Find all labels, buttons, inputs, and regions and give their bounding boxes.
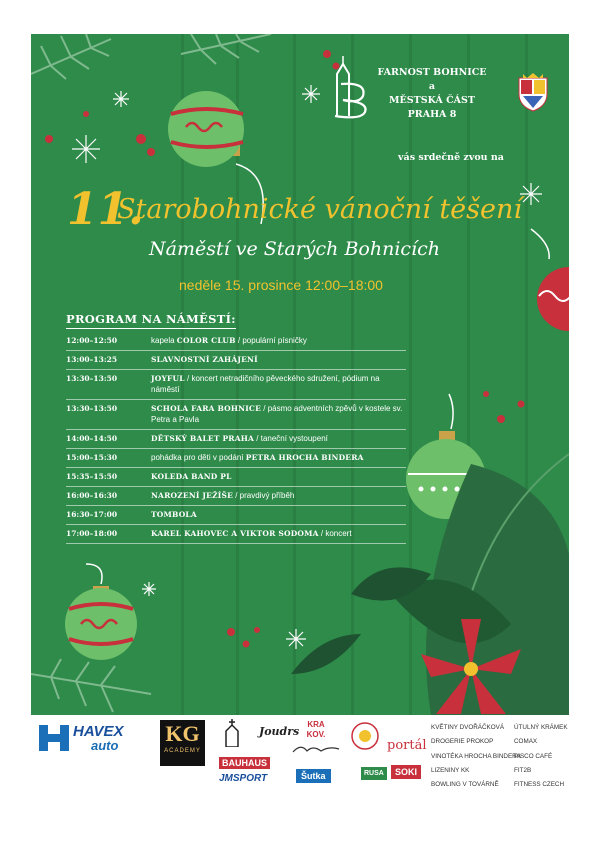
rusa-logo: RUSA [361,767,387,780]
krakov-logo: KRA KOV. [306,720,326,739]
program-row: 16:30–17:00 TOMBOLA [66,506,406,525]
program-row: 15:00–15:30 pohádka pro děti v podání PETRA HROCHA BINDERA [66,449,406,468]
jmsport-logo: JMSPORT [219,773,268,784]
holly-leaves [291,567,431,674]
sponsor-name: KVĚTINY DVOŘÁČKOVÁ [431,724,505,731]
sponsor-name: LIZENINY KK [431,766,470,774]
event-title: Starobohnické vánoční těšení [117,194,523,225]
program-row: 14:00–14:50 DĚTSKÝ BALET PRAHA / taneční vystoupení [66,430,406,449]
sponsor-name: ÚTULNÝ KRÁMEK [514,724,568,731]
edition-number: 11. [67,184,144,235]
sutka-logo: Šutka [296,769,331,783]
signature-logo [291,743,341,755]
soki-logo: SOKI [391,765,421,779]
program-heading: PROGRAM NA NÁMĚSTÍ: [66,312,236,326]
sponsor-name: COMAX [514,738,538,746]
church-logo [221,719,243,747]
havex-auto-logo [39,723,151,751]
program-row: 13:30–13:50 JOYFUL / koncert netradičního pěveckého sdružení, pódium na náměstí [66,370,406,400]
invitation-text: vás srdečně zvou na [398,152,504,163]
event-location: Náměstí ve Starých Bohnicích [149,238,440,260]
sponsor-list-right [514,721,568,792]
kg-academy-logo: KG ACADEMY [160,720,205,766]
program-row: 13:00–13:25 SLAVNOSTNÍ ZAHÁJENÍ [66,351,406,370]
program-row: 12:00–12:50 kapela COLOR CLUB / populární písničky [66,332,406,351]
bauhaus-logo: BAUHAUS [219,757,270,769]
round-seal-logo [350,721,380,751]
fir-branch-bottom [31,659,151,712]
sponsor-name: FIT2B [514,766,532,774]
praha8-coat-of-arms [517,72,549,112]
program-row: 15:35–15:50 KOLEDA BAND PL [66,468,406,487]
joudrs-logo: Joudrs [259,725,300,738]
sponsor-name: PISCO CAFÉ [514,752,553,760]
bohnice-monogram-logo [323,54,371,124]
havex-sub: auto [91,738,119,753]
ornament-right [531,229,569,331]
havex-name: HAVEX [73,723,124,740]
sponsor-name: DROGERIE PROKOP [431,738,494,746]
sponsor-name: FITNESS CZECH [514,781,565,789]
event-date: neděle 15. prosince 12:00–18:00 [179,277,383,293]
organizer-parish: FARNOST BOHNICE [377,67,487,78]
sponsor-name: BOWLING V TOVÁRNĚ [431,781,499,789]
fir-branch-top-left [31,34,111,79]
program-table [66,332,406,544]
portal-logo: portál [387,738,427,753]
program-row: 13:30–13:50 SCHOLA FARA BOHNICE / pásmo adventních zpěvů v kostele sv. Petra a Pavla [66,400,406,430]
organizer-district-number: PRAHA 8 [407,109,457,120]
program-row: 16:00–16:30 NAROZENÍ JEŽÍŠE / pravdivý příběh [66,487,406,506]
sponsors-strip [31,715,569,795]
sponsor-name: VINOTÉKA HROCHA BINDERA [431,752,521,760]
organizers [369,66,495,122]
poster [31,34,569,715]
havex-h-icon [39,725,69,751]
organizer-and: a [428,81,436,92]
organizer-district: MĚSTSKÁ ČÁST [389,95,475,106]
sponsor-list-left [431,721,521,792]
program-row: 17:00–18:00 KAREL KAHOVEC A VIKTOR SODOMA / koncert [66,525,406,544]
fir-branch-top [181,34,271,64]
ornament-bottom-left [65,564,137,660]
